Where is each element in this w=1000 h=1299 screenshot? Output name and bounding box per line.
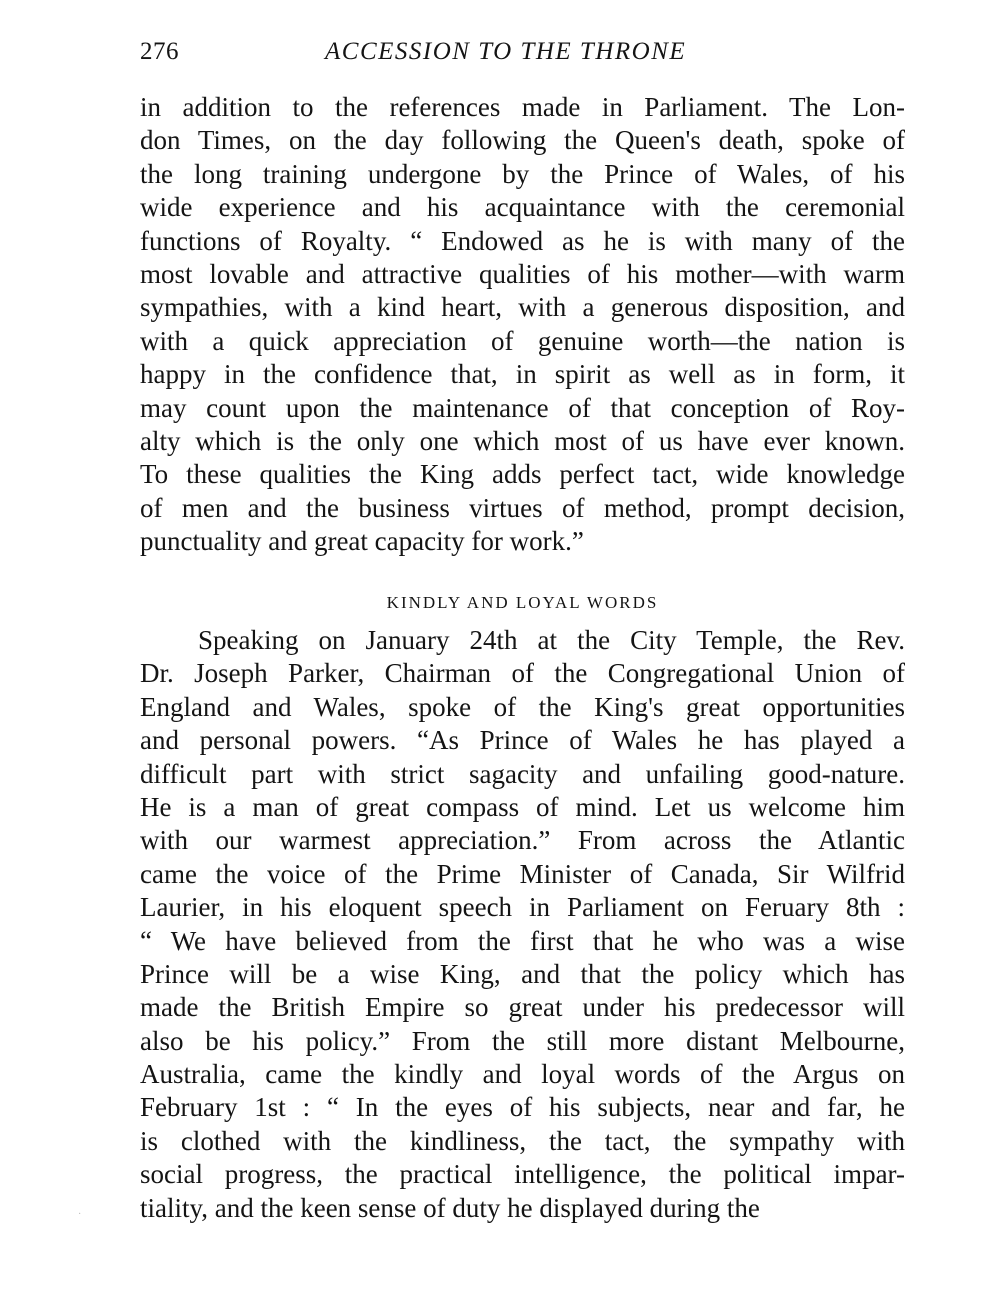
text-line: Australia, came the kindly and loyal words of the Argus on: [140, 1059, 905, 1090]
text-line: Speaking on January 24th at the City Temple, the Rev.: [198, 625, 905, 655]
text-line: To these qualities the King adds perfect tact, wide knowledge: [140, 459, 905, 490]
page-number: 276: [140, 38, 179, 65]
text-line: made the British Empire so great under his predecessor will: [140, 992, 905, 1023]
text-line: and personal powers. “As Prince of Wales he has played a: [140, 725, 905, 756]
text-line: may count upon the maintenance of that conception of Roy-: [140, 392, 905, 423]
text-line: of men and the business virtues of method, prompt decision,: [140, 492, 905, 523]
text-line: He is a man of great compass of mind. Let us welcome him: [140, 791, 905, 822]
text-line: with a quick appreciation of genuine worth—the nation is: [140, 325, 905, 356]
text-line: also be his policy.” From the still more distant Melbourne,: [140, 1025, 905, 1056]
text-line: don Times, on the day following the Queen's death, spoke of: [140, 125, 905, 156]
text-line: happy in the confidence that, in spirit as well as in form, it: [140, 359, 905, 390]
text-line: Laurier, in his eloquent speech in Parliament on Feruary 8th :: [140, 892, 905, 923]
text-line: wide experience and his acquaintance with the ceremonial: [140, 192, 905, 223]
text-line: Prince will be a wise King, and that the policy which has: [140, 958, 905, 989]
text-line: February 1st : “ In the eyes of his subjects, near and far, he: [140, 1092, 905, 1123]
text-line: tiality, and the keen sense of duty he displayed during the: [140, 1192, 760, 1223]
text-line: functions of Royalty. “ Endowed as he is with many of the: [140, 225, 905, 256]
text-line: England and Wales, spoke of the King's great opportunities: [140, 691, 905, 722]
text-line: came the voice of the Prime Minister of Canada, Sir Wilfrid: [140, 858, 905, 889]
page-header: [140, 38, 910, 74]
text-line: sympathies, with a kind heart, with a generous disposition, and: [140, 292, 905, 323]
section-heading: KINDLY AND LOYAL WORDS: [386, 593, 659, 612]
text-line: Dr. Joseph Parker, Chairman of the Congregational Union of: [140, 658, 905, 689]
paragraph-kindly-loyal-words: [140, 624, 905, 1225]
text-line: difficult part with strict sagacity and unfailing good-nature.: [140, 758, 905, 789]
text-line: alty which is the only one which most of us have ever known.: [140, 425, 905, 456]
text-line: with our warmest appreciation.” From across the Atlantic: [140, 825, 905, 856]
running-head: ACCESSION TO THE THRONE: [325, 38, 687, 65]
text-line: the long training undergone by the Prince of Wales, of his: [140, 158, 905, 189]
text-line: is clothed with the kindliness, the tact, the sympathy with: [140, 1125, 905, 1156]
text-line: punctuality and great capacity for work.”: [140, 526, 584, 557]
text-line: in addition to the references made in Parliament. The Lon-: [140, 92, 905, 122]
margin-speck: ·: [78, 1209, 82, 1220]
paragraph-accession-tributes: [140, 91, 905, 558]
text-line: social progress, the practical intelligence, the political impar-: [140, 1159, 905, 1190]
text-line: “ We have believed from the first that he who was a wise: [140, 925, 905, 956]
text-line: most lovable and attractive qualities of his mother—with warm: [140, 258, 905, 289]
